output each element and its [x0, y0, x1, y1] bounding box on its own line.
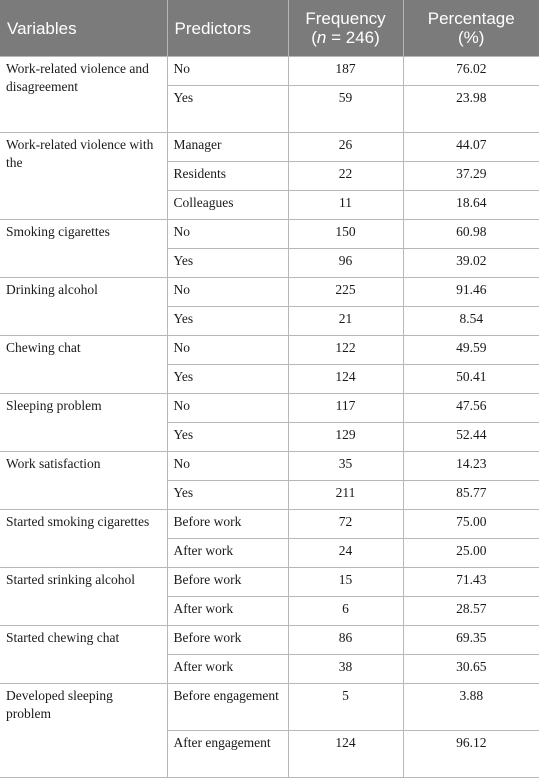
header-frequency-n-value: = 246)	[331, 28, 380, 47]
predictor-cell: Colleagues	[167, 191, 288, 220]
header-frequency-label: Frequency	[305, 9, 386, 28]
variable-cell: Drinking alcohol	[0, 278, 167, 336]
frequency-cell: 96	[288, 249, 403, 278]
variable-cell: Sleeping problem	[0, 394, 167, 452]
predictor-cell: After work	[167, 539, 288, 568]
predictor-cell: After engagement	[167, 731, 288, 778]
predictor-cell: After work	[167, 655, 288, 684]
frequency-cell: 6	[288, 597, 403, 626]
predictor-cell: No	[167, 394, 288, 423]
predictor-cell: Before work	[167, 568, 288, 597]
frequency-cell: 122	[288, 336, 403, 365]
frequency-cell: 35	[288, 452, 403, 481]
predictor-cell: Residents	[167, 162, 288, 191]
frequency-cell: 72	[288, 510, 403, 539]
table-header	[0, 0, 539, 57]
percentage-cell: 49.59	[403, 336, 539, 365]
predictor-cell: Yes	[167, 249, 288, 278]
frequency-cell: 187	[288, 57, 403, 86]
predictor-cell: Manager	[167, 133, 288, 162]
table-row	[0, 684, 539, 731]
percentage-cell: 47.56	[403, 394, 539, 423]
frequency-cell: 86	[288, 626, 403, 655]
percentage-cell: 18.64	[403, 191, 539, 220]
variable-cell: Work satisfaction	[0, 452, 167, 510]
percentage-cell: 69.35	[403, 626, 539, 655]
percentage-cell: 85.77	[403, 481, 539, 510]
percentage-cell: 91.46	[403, 278, 539, 307]
variable-cell: Started smoking cigarettes	[0, 510, 167, 568]
frequency-cell: 124	[288, 365, 403, 394]
predictor-cell: Yes	[167, 423, 288, 452]
table-row	[0, 57, 539, 86]
frequency-cell: 15	[288, 568, 403, 597]
header-frequency-n: n	[316, 28, 327, 47]
predictor-cell: Yes	[167, 307, 288, 336]
percentage-cell: 23.98	[403, 86, 539, 133]
frequency-cell: 21	[288, 307, 403, 336]
predictor-cell: After work	[167, 597, 288, 626]
frequency-cell: 11	[288, 191, 403, 220]
table-row	[0, 336, 539, 365]
variable-cell: Work-related violence and disagreement	[0, 57, 167, 133]
header-predictors: Predictors	[167, 0, 288, 57]
variable-cell: Started chewing chat	[0, 626, 167, 684]
frequency-cell: 124	[288, 731, 403, 778]
table-row	[0, 278, 539, 307]
table-row	[0, 220, 539, 249]
percentage-cell: 8.54	[403, 307, 539, 336]
predictor-cell: No	[167, 452, 288, 481]
frequency-cell: 129	[288, 423, 403, 452]
percentage-cell: 50.41	[403, 365, 539, 394]
header-variables: Variables	[0, 0, 167, 57]
variable-cell: Started srinking alcohol	[0, 568, 167, 626]
predictor-cell: Before work	[167, 510, 288, 539]
percentage-cell: 28.57	[403, 597, 539, 626]
percentage-cell: 52.44	[403, 423, 539, 452]
predictor-cell: Before work	[167, 626, 288, 655]
percentage-cell: 3.88	[403, 684, 539, 731]
table-row	[0, 452, 539, 481]
percentage-cell: 39.02	[403, 249, 539, 278]
percentage-cell: 25.00	[403, 539, 539, 568]
percentage-cell: 44.07	[403, 133, 539, 162]
frequency-cell: 150	[288, 220, 403, 249]
frequency-cell: 211	[288, 481, 403, 510]
table-row	[0, 394, 539, 423]
predictor-cell: No	[167, 57, 288, 86]
table-row	[0, 510, 539, 539]
variable-cell: Developed sleeping problem	[0, 684, 167, 778]
table-row	[0, 133, 539, 162]
percentage-cell: 75.00	[403, 510, 539, 539]
frequency-cell: 225	[288, 278, 403, 307]
predictor-cell: No	[167, 220, 288, 249]
header-row	[0, 0, 539, 57]
predictor-cell: Before engagement	[167, 684, 288, 731]
predictor-cell: No	[167, 278, 288, 307]
percentage-cell: 37.29	[403, 162, 539, 191]
frequency-cell: 5	[288, 684, 403, 731]
variable-cell: Work-related violence with the	[0, 133, 167, 220]
header-percentage	[403, 0, 539, 57]
percentage-cell: 60.98	[403, 220, 539, 249]
percentage-cell: 14.23	[403, 452, 539, 481]
predictor-cell: Yes	[167, 86, 288, 133]
frequency-cell: 59	[288, 86, 403, 133]
frequency-cell: 26	[288, 133, 403, 162]
percentage-cell: 96.12	[403, 731, 539, 778]
predictor-cell: No	[167, 336, 288, 365]
table-body	[0, 57, 539, 778]
header-frequency: Frequency (n = 246)	[288, 0, 403, 57]
table-row	[0, 626, 539, 655]
frequency-cell: 117	[288, 394, 403, 423]
predictor-cell: Yes	[167, 365, 288, 394]
table-row	[0, 568, 539, 597]
percentage-cell: 76.02	[403, 57, 539, 86]
variable-cell: Smoking cigarettes	[0, 220, 167, 278]
percentage-cell: 30.65	[403, 655, 539, 684]
variable-cell: Chewing chat	[0, 336, 167, 394]
percentage-cell: 71.43	[403, 568, 539, 597]
frequency-cell: 22	[288, 162, 403, 191]
frequency-cell: 38	[288, 655, 403, 684]
header-percentage-label: Percentage	[427, 9, 515, 28]
predictor-cell: Yes	[167, 481, 288, 510]
header-percentage-unit: (%)	[458, 28, 485, 47]
frequency-cell: 24	[288, 539, 403, 568]
